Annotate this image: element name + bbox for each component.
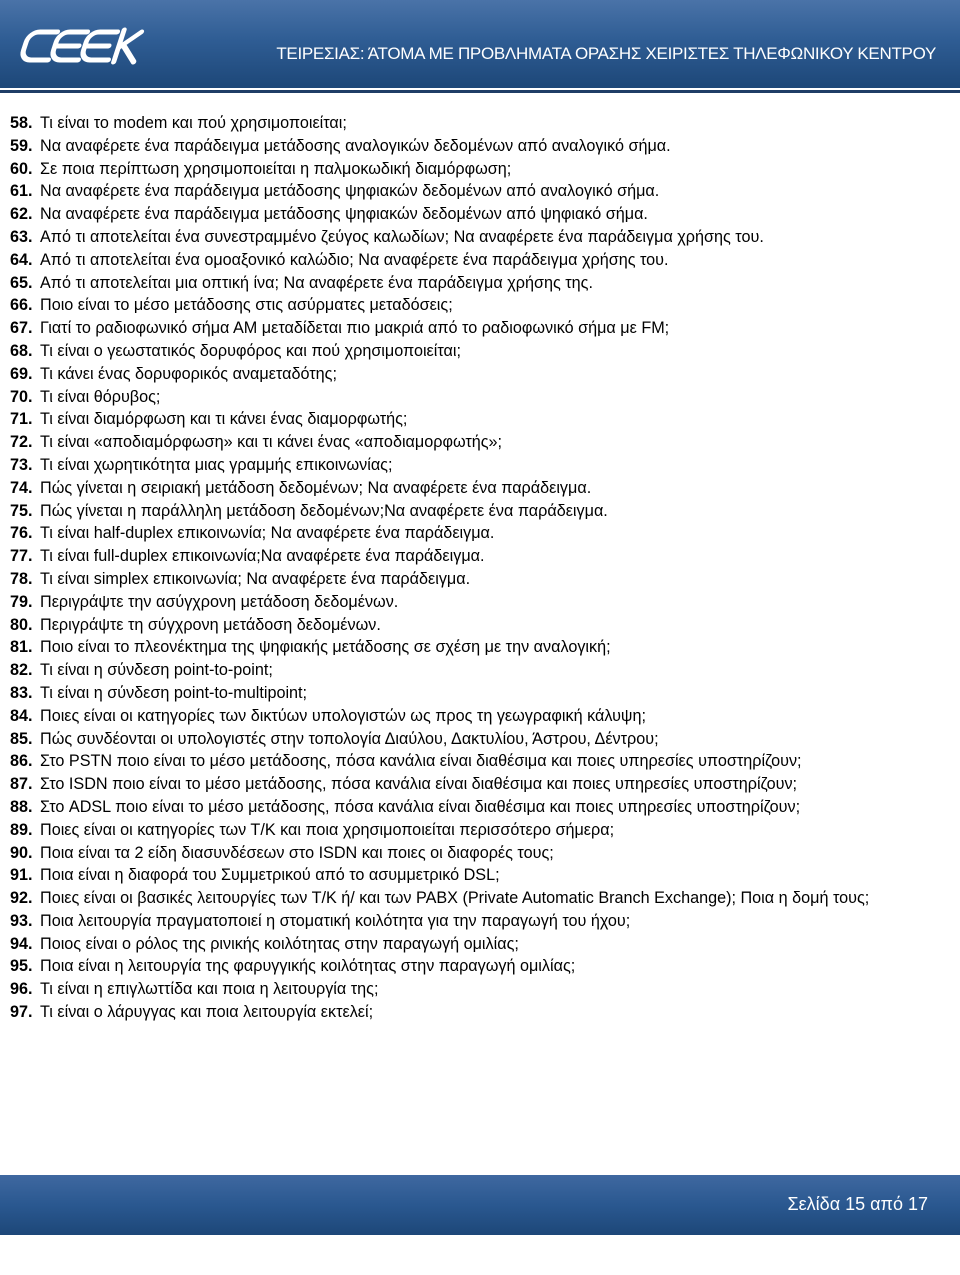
question-text: Ποιος είναι ο ρόλος της ρινικής κοιλότητας στην παραγωγή ομιλίας;: [40, 934, 519, 953]
question-text: Τι κάνει ένας δορυφορικός αναμεταδότης;: [40, 364, 337, 383]
question-item: [10, 591, 930, 614]
question-number: 80.: [10, 615, 33, 634]
question-number: 67.: [10, 319, 33, 338]
question-text: Τι είναι θόρυβος;: [40, 387, 161, 406]
question-item: [10, 1001, 930, 1024]
question-text: Στο ADSL ποιο είναι το μέσο μετάδοσης, πόσα κανάλια είναι διαθέσιμα και ποιες υπηρεσίες υποστηρίζουν;: [40, 797, 801, 816]
question-text: Τι είναι simplex επικοινωνία; Να αναφέρετε ένα παράδειγμα.: [40, 569, 471, 588]
question-text: Να αναφέρετε ένα παράδειγμα μετάδοσης ψηφιακών δεδομένων από ψηφιακό σήμα.: [40, 205, 648, 224]
question-text: Ποιες είναι οι κατηγορίες των δικτύων υπολογιστών ως προς τη γεωγραφική κάλυψη;: [40, 706, 646, 725]
page-number: Σελίδα 15 από 17: [787, 1194, 928, 1214]
question-item: [10, 431, 930, 454]
question-text: Ποιες είναι οι κατηγορίες των Τ/Κ και ποια χρησιμοποιείται περισσότερο σήμερα;: [40, 820, 615, 839]
question-item: [10, 773, 930, 796]
question-text: Τι είναι η σύνδεση point-to-multipoint;: [40, 683, 308, 702]
question-number: 70.: [10, 387, 33, 406]
question-text: Ποιες είναι οι βασικές λειτουργίες των Τ/Κ ή/ και των PABX (Private Automatic Branch Exchange); Ποια η δομή τους;: [40, 889, 870, 908]
question-text: Τι είναι half-duplex επικοινωνία; Να αναφέρετε ένα παράδειγμα.: [40, 524, 495, 543]
question-text: Ποια είναι η λειτουργία της φαρυγγικής κοιλότητας στην παραγωγή ομιλίας;: [40, 957, 576, 976]
page-footer: [0, 1175, 960, 1235]
questions-list: [10, 112, 930, 1024]
question-item: [10, 500, 930, 523]
question-text: Πώς συνδέονται οι υπολογιστές στην τοπολογία Διαύλου, Δακτυλίου, Άστρου, Δέντρου;: [40, 729, 659, 748]
question-item: [10, 568, 930, 591]
question-item: [10, 545, 930, 568]
question-item: [10, 864, 930, 887]
question-number: 73.: [10, 455, 33, 474]
question-number: 96.: [10, 980, 33, 999]
question-number: 69.: [10, 364, 33, 383]
question-number: 66.: [10, 296, 33, 315]
question-number: 82.: [10, 661, 33, 680]
question-text: Περιγράψτε τη σύγχρονη μετάδοση δεδομένων.: [40, 615, 381, 634]
question-text: Περιγράψτε την ασύγχρονη μετάδοση δεδομένων.: [40, 592, 399, 611]
question-text: Πώς γίνεται η παράλληλη μετάδοση δεδομένων;Να αναφέρετε ένα παράδειγμα.: [40, 501, 608, 520]
question-number: 97.: [10, 1003, 33, 1022]
question-text: Τι είναι διαμόρφωση και τι κάνει ένας διαμορφωτής;: [40, 410, 408, 429]
question-item: [10, 249, 930, 272]
question-number: 88.: [10, 797, 33, 816]
question-number: 64.: [10, 250, 33, 269]
question-text: Ποιο είναι το πλεονέκτημα της ψηφιακής μετάδοσης σε σχέση με την αναλογική;: [40, 638, 611, 657]
question-item: [10, 272, 930, 295]
question-item: [10, 386, 930, 409]
question-number: 58.: [10, 114, 33, 132]
question-text: Τι είναι το modem και πού χρησιμοποιείται;: [40, 114, 347, 132]
question-item: [10, 522, 930, 545]
question-number: 59.: [10, 136, 33, 155]
question-number: 74.: [10, 478, 33, 497]
question-number: 81.: [10, 638, 33, 657]
document-header-title: ΤΕΙΡΕΣΙΑΣ: ΆΤΟΜΑ ΜΕ ΠΡΟΒΛΗΜΑΤΑ ΟΡΑΣΗΣ ΧΕΙΡΙΣΤΕΣ ΤΗΛΕΦΩΝΙΚΟΥ ΚΕΝΤΡΟΥ: [276, 44, 936, 63]
question-text: Από τι αποτελείται μια οπτική ίνα; Να αναφέρετε ένα παράδειγμα χρήσης της.: [40, 273, 593, 292]
question-text: Ποια είναι η διαφορά του Συμμετρικού από το ασυμμετρικό DSL;: [40, 866, 500, 885]
question-number: 68.: [10, 341, 33, 360]
question-item: [10, 158, 930, 181]
question-item: [10, 226, 930, 249]
question-number: 89.: [10, 820, 33, 839]
question-item: [10, 477, 930, 500]
header-divider: [0, 90, 960, 93]
question-item: [10, 180, 930, 203]
question-item: [10, 955, 930, 978]
question-number: 61.: [10, 182, 33, 201]
question-item: [10, 728, 930, 751]
question-number: 91.: [10, 866, 33, 885]
question-number: 63.: [10, 227, 33, 246]
question-item: [10, 659, 930, 682]
question-text: Τι είναι ο λάρυγγας και ποια λειτουργία εκτελεί;: [40, 1003, 374, 1022]
question-number: 71.: [10, 410, 33, 429]
question-number: 62.: [10, 205, 33, 224]
question-item: [10, 363, 930, 386]
question-number: 77.: [10, 547, 33, 566]
question-item: [10, 910, 930, 933]
question-item: [10, 842, 930, 865]
question-item: [10, 203, 930, 226]
question-item: [10, 978, 930, 1001]
question-number: 84.: [10, 706, 33, 725]
question-number: 78.: [10, 569, 33, 588]
question-number: 90.: [10, 843, 33, 862]
question-item: [10, 454, 930, 477]
question-text: Να αναφέρετε ένα παράδειγμα μετάδοσης αναλογικών δεδομένων από αναλογικό σήμα.: [40, 136, 671, 155]
question-text: Τι είναι «αποδιαμόρφωση» και τι κάνει ένας «αποδιαμορφωτής»;: [40, 433, 503, 452]
question-item: [10, 112, 930, 135]
question-number: 92.: [10, 889, 33, 908]
question-text: Γιατί το ραδιοφωνικό σήμα ΑΜ μεταδίδεται πιο μακριά από το ραδιοφωνικό σήμα με FM;: [40, 319, 670, 338]
question-text: Ποια είναι τα 2 είδη διασυνδέσεων στο ISDN και ποιες οι διαφορές τους;: [40, 843, 554, 862]
question-number: 75.: [10, 501, 33, 520]
page-header: [0, 0, 960, 88]
question-item: [10, 614, 930, 637]
ceek-logo: [18, 18, 148, 78]
question-number: 95.: [10, 957, 33, 976]
question-item: [10, 340, 930, 363]
question-number: 87.: [10, 775, 33, 794]
question-number: 60.: [10, 159, 33, 178]
question-number: 65.: [10, 273, 33, 292]
question-text: Τι είναι η επιγλωττίδα και ποια η λειτουργία της;: [40, 980, 379, 999]
question-number: 72.: [10, 433, 33, 452]
question-text: Ποιο είναι το μέσο μετάδοσης στις ασύρματες μεταδόσεις;: [40, 296, 453, 315]
question-text: Στο ISDN ποιο είναι το μέσο μετάδοσης, πόσα κανάλια είναι διαθέσιμα και ποιες υπηρεσίες υποστηρίζουν;: [40, 775, 798, 794]
question-item: [10, 408, 930, 431]
question-number: 93.: [10, 911, 33, 930]
question-text: Ποια λειτουργία πραγματοποιεί η στοματική κοιλότητα για την παραγωγή του ήχου;: [40, 911, 631, 930]
question-text: Τι είναι full-duplex επικοινωνία;Να αναφέρετε ένα παράδειγμα.: [40, 547, 485, 566]
question-text: Από τι αποτελείται ένα συνεστραμμένο ζεύγος καλωδίων; Να αναφέρετε ένα παράδειγμα χρήσης του.: [40, 227, 764, 246]
question-text: Τι είναι η σύνδεση point-to-point;: [40, 661, 273, 680]
question-item: [10, 682, 930, 705]
question-item: [10, 750, 930, 773]
question-text: Στο PSTN ποιο είναι το μέσο μετάδοσης, πόσα κανάλια είναι διαθέσιμα και ποιες υπηρεσίες υποστηρίζουν;: [40, 752, 802, 771]
question-text: Από τι αποτελείται ένα ομοαξονικό καλώδιο; Να αναφέρετε ένα παράδειγμα χρήσης του.: [40, 250, 669, 269]
question-item: [10, 819, 930, 842]
question-text: Πώς γίνεται η σειριακή μετάδοση δεδομένων; Να αναφέρετε ένα παράδειγμα.: [40, 478, 592, 497]
question-number: 86.: [10, 752, 33, 771]
question-text: Τι είναι χωρητικότητα μιας γραμμής επικοινωνίας;: [40, 455, 393, 474]
question-item: [10, 317, 930, 340]
question-item: [10, 636, 930, 659]
question-item: [10, 796, 930, 819]
question-number: 85.: [10, 729, 33, 748]
question-text: Σε ποια περίπτωση χρησιμοποιείται η παλμοκωδική διαμόρφωση;: [40, 159, 512, 178]
question-text: Τι είναι ο γεωστατικός δορυφόρος και πού χρησιμοποιείται;: [40, 341, 461, 360]
question-number: 76.: [10, 524, 33, 543]
question-number: 94.: [10, 934, 33, 953]
question-text: Να αναφέρετε ένα παράδειγμα μετάδοσης ψηφιακών δεδομένων από αναλογικό σήμα.: [40, 182, 660, 201]
question-item: [10, 294, 930, 317]
question-number: 79.: [10, 592, 33, 611]
question-item: [10, 135, 930, 158]
question-item: [10, 705, 930, 728]
question-item: [10, 887, 930, 910]
question-number: 83.: [10, 683, 33, 702]
question-item: [10, 933, 930, 956]
